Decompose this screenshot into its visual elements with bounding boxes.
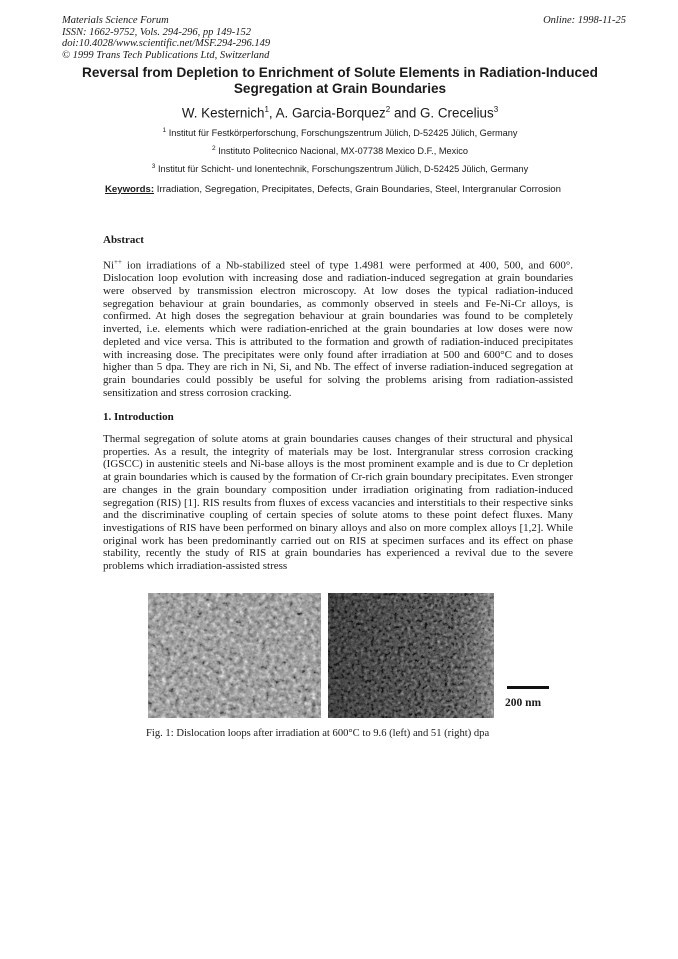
scale-bar-label: 200 nm: [505, 697, 542, 709]
author-name: A. Garcia-Borquez: [275, 105, 386, 121]
affiliation: [80, 145, 600, 156]
affiliation-text: Institut für Schicht- und Ionentechnik, Forschungszentrum Jülich, D-52425 Jülich, Germany: [157, 164, 529, 175]
author-line: [80, 105, 600, 120]
scale-bar: [507, 686, 549, 689]
affiliation-text: Institut für Festkörperforschung, Forschungszentrum Jülich, D-52425 Jülich, Germany: [168, 128, 518, 139]
affiliation-number: 3: [151, 163, 156, 170]
keywords: [105, 184, 575, 196]
doi-line: doi:10.4028/www.scientific.net/MSF.294-296.149: [62, 38, 271, 49]
journal-header: [62, 15, 270, 61]
abstract-heading: Abstract: [103, 234, 144, 246]
affiliation-text: Instituto Politecnico Nacional, MX-07738 Mexico D.F., Mexico: [218, 146, 468, 157]
abstract-body: [103, 256, 573, 399]
figure-caption: Fig. 1: Dislocation loops after irradiation at 600°C to 9.6 (left) and 51 (right) dpa: [146, 728, 490, 739]
author-separator: ,: [268, 105, 276, 121]
affiliation: [80, 127, 600, 138]
affiliation-number: 2: [212, 145, 216, 152]
affiliation-number: 1: [162, 127, 167, 134]
micrograph-left-image: [148, 593, 321, 718]
micrograph-right: [328, 593, 494, 718]
copyright-line: © 1999 Trans Tech Publications Ltd, Switzerland: [62, 49, 270, 61]
micrograph-left: [148, 593, 321, 718]
keywords-text: Irradiation, Segregation, Precipitates, Defects, Grain Boundaries, Steel, Intergranular Corrosion: [154, 184, 561, 195]
ion-symbol: Ni: [103, 259, 114, 272]
online-date: Online: 1998-11-25: [543, 15, 626, 26]
abstract-text: ion irradiations of a Nb-stabilized steel of type 1.4981 were performed at 400, 500, and 600°. Dislocation loop evolution with increasing dose and radiation-induced segregation at grain boundaries were observed by transmission electron microscopy. At low doses the typical radiation-induced segregation behaviour at grain boundaries, as commonly observed in steels and Fe-Ni-Cr alloys, is confirmed. At high doses the segregation behaviour at grain boundaries was found to be completely inverted, i.e. elements which were radiation-enriched at the grain boundaries at low doses were now depleted and vice versa. This is attributed to the formation and growth of radiation-induced precipitates with increasing dose. The precipitates were only found after irradiation at 500 and 600°C and to doses higher than 5 dpa. They are rich in Ni, Si, and Nb. The effect of inverse radiation-induced segregation at grain boundaries could possibly be useful for solving the problems arising from radiation-assisted sensitization and stress corrosion cracking.: [103, 259, 573, 399]
author-name: G. Crecelius: [420, 105, 494, 121]
ion-charge: ++: [114, 258, 122, 266]
author-name: W. Kesternich: [181, 105, 265, 121]
paper-title: Reversal from Depletion to Enrichment of Solute Elements in Radiation-Induced Segregation at Grain Boundaries: [82, 65, 598, 96]
introduction-body: Thermal segregation of solute atoms at grain boundaries causes changes of their structural and physical properties. As a result, the integrity of materials may be lost. Intergranular stress corrosion cracking (IGSCC) in austenitic steels and Ni-base alloys is the most prominent example and is due to Cr depletion at grain boundaries which is caused by the formation of Cr-rich grain boundary precipitates. Even stronger are changes in the grain boundary composition under irradiation originating from radiation-induced segregation (RIS) [1]. RIS results from fluxes of excess vacancies and interstitials to their respective sinks and the discriminative coupling of certain species of solute atoms to these point defect fluxes. Many investigations of RIS have been performed on binary alloys and also on more complex alloys [1,2]. While original work has been predominantly carried out on RIS at specimen surfaces and its effect on phase stability, recently the study of RIS at grain boundaries has experienced a revival due to the severe problems which irradiation-assisted stress: [103, 433, 573, 573]
author-affiliation-mark: 3: [493, 105, 499, 114]
journal-name: Materials Science Forum: [62, 15, 169, 26]
author-affiliation-mark: 1: [264, 105, 269, 114]
affiliation: [80, 163, 600, 174]
author-affiliation-mark: 2: [385, 105, 391, 114]
issn-line: ISSN: 1662-9752, Vols. 294-296, pp 149-152: [62, 26, 251, 38]
introduction-heading: 1. Introduction: [103, 411, 174, 423]
micrograph-right-image: [328, 593, 494, 718]
author-separator: and: [390, 105, 421, 121]
keywords-label: Keywords:: [105, 184, 155, 195]
